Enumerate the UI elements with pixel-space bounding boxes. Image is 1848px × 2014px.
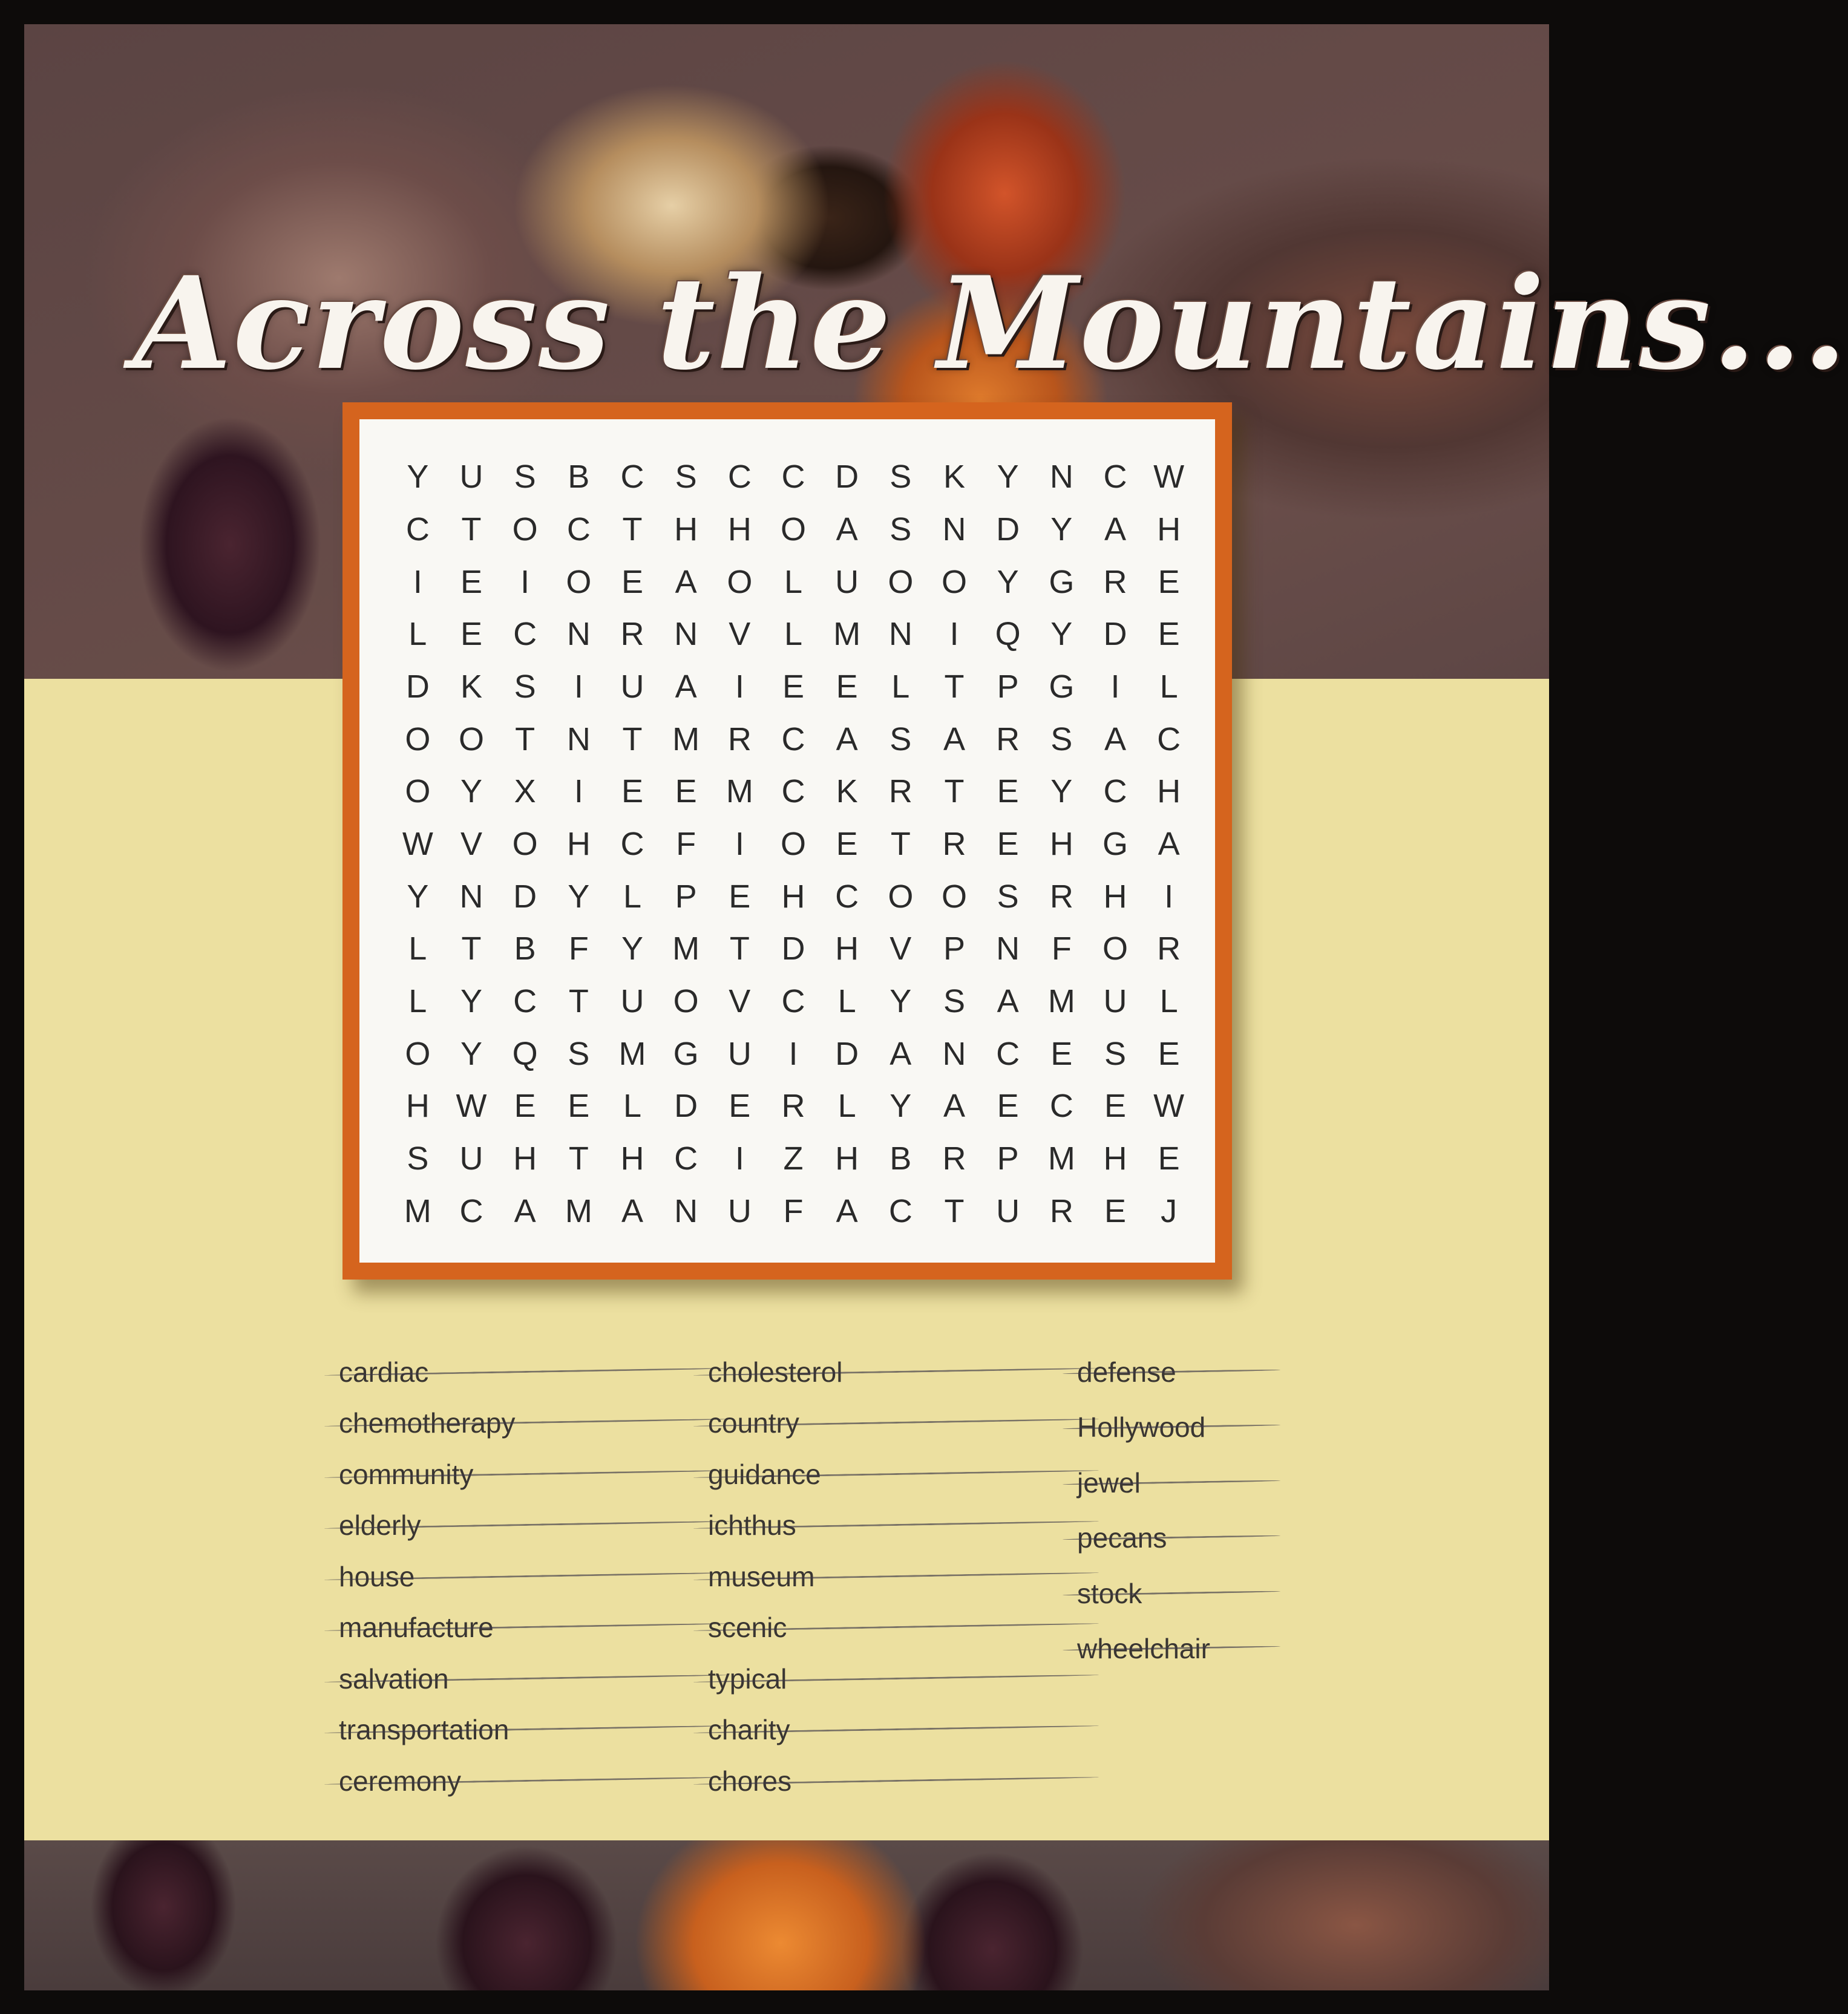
word-search-card	[359, 419, 1215, 1263]
grid-letter[interactable]: I	[574, 773, 583, 810]
grid-letter[interactable]: V	[460, 825, 482, 862]
word-list-item: defense	[1077, 1355, 1259, 1410]
grid-letter[interactable]: C	[1103, 773, 1127, 810]
grid-letter[interactable]: E	[460, 563, 482, 600]
grid-letter[interactable]: T	[944, 773, 965, 810]
grid-letter[interactable]: H	[835, 1140, 859, 1177]
grid-letter[interactable]: W	[402, 825, 433, 862]
grid-letter[interactable]: O	[941, 563, 967, 600]
grid-letter[interactable]: E	[729, 878, 751, 915]
grid-letter[interactable]: H	[620, 1140, 644, 1177]
grid-letter[interactable]: S	[407, 1140, 429, 1177]
grid-letter[interactable]: E	[1158, 1035, 1180, 1072]
grid-letter[interactable]: P	[997, 1140, 1019, 1177]
grid-letter[interactable]: E	[1158, 616, 1180, 653]
grid-letter[interactable]: M	[833, 616, 861, 653]
page-title: Across the Mountains...	[133, 249, 1848, 398]
grid-letter[interactable]: Y	[407, 459, 429, 495]
grid-letter[interactable]: U	[620, 668, 644, 705]
grid-letter[interactable]: I	[520, 563, 530, 600]
word-list-item: guidance	[708, 1457, 1077, 1508]
word-list-item: scenic	[708, 1610, 1077, 1661]
grid-letter[interactable]: K	[460, 668, 482, 705]
grid-letter[interactable]: D	[405, 668, 430, 705]
grid-letter[interactable]: E	[675, 773, 697, 810]
grid-letter[interactable]: C	[405, 511, 430, 548]
grid-letter[interactable]: T	[568, 1140, 589, 1177]
grid-letter[interactable]: E	[621, 563, 643, 600]
grid-letter[interactable]: S	[1050, 721, 1073, 757]
grid-letter[interactable]: I	[1164, 878, 1174, 915]
grid-letter[interactable]: Y	[997, 563, 1019, 600]
grid-letter[interactable]: G	[673, 1035, 699, 1072]
grid-letter[interactable]: S	[890, 459, 912, 495]
grid-letter[interactable]: P	[943, 930, 965, 967]
word-list-item: country	[708, 1406, 1077, 1457]
grid-letter[interactable]: S	[1104, 1035, 1126, 1072]
grid-letter[interactable]: V	[890, 930, 912, 967]
grid-letter[interactable]: Y	[460, 773, 482, 810]
word-list-item: jewel	[1077, 1466, 1259, 1521]
grid-letter[interactable]: C	[781, 773, 805, 810]
grid-letter[interactable]: M	[618, 1035, 646, 1072]
grid-letter[interactable]: D	[835, 1035, 859, 1072]
grid-letter[interactable]: W	[456, 1088, 487, 1125]
grid-letter[interactable]: L	[408, 616, 427, 653]
grid-letter[interactable]: R	[996, 721, 1020, 757]
grid-letter[interactable]: Y	[997, 459, 1019, 495]
grid-letter[interactable]: S	[890, 511, 912, 548]
grid-letter[interactable]: N	[996, 930, 1020, 967]
grid-letter[interactable]: T	[568, 982, 589, 1019]
grid-letter[interactable]: J	[1161, 1192, 1178, 1229]
word-search-grid[interactable]	[391, 451, 1196, 1237]
grid-letter[interactable]: E	[836, 825, 858, 862]
grid-letter[interactable]: C	[835, 878, 859, 915]
grid-letter[interactable]: D	[781, 930, 805, 967]
grid-letter[interactable]: U	[459, 1140, 483, 1177]
word-list-item: elderly	[339, 1508, 708, 1559]
grid-letter[interactable]: E	[782, 668, 804, 705]
grid-letter[interactable]: E	[997, 773, 1019, 810]
grid-letter[interactable]: L	[408, 930, 427, 967]
grid-letter[interactable]: M	[672, 721, 700, 757]
grid-letter[interactable]: A	[1158, 825, 1180, 862]
word-list-item: wheelchair	[1077, 1632, 1259, 1687]
grid-letter[interactable]: F	[676, 825, 696, 862]
grid-letter[interactable]: G	[1102, 825, 1128, 862]
grid-letter[interactable]: D	[513, 878, 537, 915]
grid-letter[interactable]: U	[459, 459, 483, 495]
grid-letter[interactable]: T	[890, 825, 911, 862]
grid-letter[interactable]: I	[735, 1140, 744, 1177]
word-list	[339, 1355, 1259, 1815]
grid-letter[interactable]: O	[512, 825, 538, 862]
grid-letter[interactable]: N	[459, 878, 483, 915]
grid-letter[interactable]: Y	[1050, 773, 1073, 810]
word-list-item: charity	[708, 1713, 1077, 1764]
grid-letter[interactable]: L	[408, 982, 427, 1019]
grid-letter[interactable]: I	[788, 1035, 798, 1072]
grid-letter[interactable]: T	[729, 930, 750, 967]
grid-letter[interactable]: Y	[1050, 511, 1073, 548]
grid-letter[interactable]: H	[1049, 825, 1073, 862]
grid-letter[interactable]: Y	[407, 878, 429, 915]
grid-letter[interactable]: O	[405, 721, 431, 757]
grid-letter[interactable]: Y	[621, 930, 643, 967]
word-list-item: cardiac	[339, 1355, 708, 1406]
grid-letter[interactable]: H	[727, 511, 752, 548]
grid-letter[interactable]: A	[514, 1192, 536, 1229]
word-list-item: chores	[708, 1764, 1077, 1815]
grid-letter[interactable]: E	[1158, 563, 1180, 600]
grid-letter[interactable]: D	[674, 1088, 698, 1125]
word-list-item: manufacture	[339, 1610, 708, 1661]
grid-letter[interactable]: O	[458, 721, 484, 757]
grid-letter[interactable]: T	[622, 721, 643, 757]
grid-letter[interactable]: T	[944, 1192, 965, 1229]
grid-letter[interactable]: N	[942, 1035, 966, 1072]
grid-letter[interactable]: E	[836, 668, 858, 705]
word-list-item: pecans	[1077, 1521, 1259, 1576]
grid-letter[interactable]: H	[781, 878, 805, 915]
grid-letter[interactable]: C	[620, 825, 644, 862]
grid-letter[interactable]: T	[461, 511, 482, 548]
grid-letter[interactable]: G	[1049, 563, 1075, 600]
grid-letter[interactable]: L	[891, 668, 910, 705]
grid-letter[interactable]: R	[942, 1140, 966, 1177]
grid-letter[interactable]: U	[996, 1192, 1020, 1229]
grid-letter[interactable]: L	[623, 878, 642, 915]
word-list-item: Hollywood	[1077, 1410, 1259, 1465]
grid-letter[interactable]: Y	[1050, 616, 1073, 653]
grid-letter[interactable]: R	[620, 616, 644, 653]
grid-letter[interactable]: I	[735, 825, 744, 862]
grid-letter[interactable]: C	[727, 459, 752, 495]
grid-letter[interactable]: R	[942, 825, 966, 862]
grid-letter[interactable]: B	[514, 930, 536, 967]
grid-letter[interactable]: S	[514, 459, 536, 495]
grid-letter[interactable]: P	[997, 668, 1019, 705]
grid-letter[interactable]: N	[942, 511, 966, 548]
grid-letter[interactable]: C	[459, 1192, 483, 1229]
grid-letter[interactable]: S	[675, 459, 697, 495]
grid-letter[interactable]: F	[1051, 930, 1072, 967]
grid-letter[interactable]: N	[1049, 459, 1073, 495]
grid-letter[interactable]: A	[621, 1192, 643, 1229]
grid-letter[interactable]: O	[780, 825, 806, 862]
grid-letter[interactable]: C	[513, 616, 537, 653]
grid-letter[interactable]: O	[673, 982, 699, 1019]
grid-letter[interactable]: L	[784, 616, 803, 653]
word-list-item: ceremony	[339, 1764, 708, 1815]
grid-letter[interactable]: R	[1049, 878, 1073, 915]
grid-letter[interactable]: L	[837, 1088, 856, 1125]
grid-letter[interactable]: B	[890, 1140, 912, 1177]
grid-letter[interactable]: E	[514, 1088, 536, 1125]
grid-letter[interactable]: F	[783, 1192, 804, 1229]
grid-letter[interactable]: L	[837, 982, 856, 1019]
grid-letter[interactable]: A	[836, 1192, 858, 1229]
puzzle-page	[24, 24, 1848, 1990]
grid-letter[interactable]: I	[413, 563, 422, 600]
grid-letter[interactable]: B	[568, 459, 590, 495]
grid-letter[interactable]: M	[1047, 1140, 1075, 1177]
grid-letter[interactable]: M	[672, 930, 700, 967]
grid-letter[interactable]: K	[836, 773, 858, 810]
grid-letter[interactable]: Z	[783, 1140, 804, 1177]
grid-letter[interactable]: O	[780, 511, 806, 548]
grid-letter[interactable]: D	[1103, 616, 1127, 653]
word-list-item: ichthus	[708, 1508, 1077, 1559]
grid-letter[interactable]: E	[621, 773, 643, 810]
word-list-item: salvation	[339, 1662, 708, 1713]
grid-letter[interactable]: A	[890, 1035, 912, 1072]
grid-letter[interactable]: R	[781, 1088, 805, 1125]
grid-letter[interactable]: O	[405, 1035, 431, 1072]
grid-letter[interactable]: O	[566, 563, 592, 600]
grid-letter[interactable]: H	[1103, 878, 1127, 915]
grid-letter[interactable]: C	[888, 1192, 913, 1229]
grid-letter[interactable]: N	[674, 616, 698, 653]
grid-letter[interactable]: U	[727, 1035, 752, 1072]
grid-letter[interactable]: U	[620, 982, 644, 1019]
grid-letter[interactable]: U	[1103, 982, 1127, 1019]
grid-letter[interactable]: O	[888, 563, 914, 600]
grid-letter[interactable]: D	[835, 459, 859, 495]
grid-letter[interactable]: C	[781, 982, 805, 1019]
word-list-item: transportation	[339, 1713, 708, 1764]
grid-letter[interactable]: V	[729, 616, 751, 653]
grid-letter[interactable]: C	[1157, 721, 1181, 757]
grid-letter[interactable]: C	[1103, 459, 1127, 495]
grid-letter[interactable]: A	[1104, 721, 1126, 757]
grid-letter[interactable]: N	[888, 616, 913, 653]
grid-letter[interactable]: S	[568, 1035, 590, 1072]
word-list-item: house	[339, 1560, 708, 1610]
grid-letter[interactable]: H	[835, 930, 859, 967]
grid-letter[interactable]: C	[513, 982, 537, 1019]
grid-letter[interactable]: R	[1049, 1192, 1073, 1229]
word-list-item: stock	[1077, 1577, 1259, 1632]
grid-letter[interactable]: N	[566, 721, 591, 757]
grid-letter[interactable]: O	[512, 511, 538, 548]
grid-letter[interactable]: E	[1104, 1192, 1126, 1229]
grid-letter[interactable]: H	[1157, 773, 1181, 810]
grid-letter[interactable]: A	[836, 721, 858, 757]
grid-letter[interactable]: I	[1110, 668, 1120, 705]
grid-letter[interactable]: I	[735, 668, 744, 705]
grid-letter[interactable]: A	[675, 668, 697, 705]
grid-letter[interactable]: I	[574, 668, 583, 705]
grid-letter[interactable]: O	[888, 878, 914, 915]
grid-letter[interactable]: C	[996, 1035, 1020, 1072]
grid-letter[interactable]: S	[890, 721, 912, 757]
grid-letter[interactable]: A	[836, 511, 858, 548]
grid-letter[interactable]: H	[513, 1140, 537, 1177]
grid-letter[interactable]: Q	[512, 1035, 538, 1072]
grid-letter[interactable]: L	[1159, 668, 1178, 705]
grid-letter[interactable]: S	[943, 982, 965, 1019]
word-column-3	[1077, 1355, 1259, 1815]
grid-letter[interactable]: A	[1104, 511, 1126, 548]
grid-letter[interactable]: Y	[460, 1035, 482, 1072]
grid-letter[interactable]: E	[1104, 1088, 1126, 1125]
word-list-item: chemotherapy	[339, 1406, 708, 1457]
grid-letter[interactable]: Y	[890, 982, 912, 1019]
grid-letter[interactable]: W	[1153, 1088, 1185, 1125]
grid-letter[interactable]: T	[944, 668, 965, 705]
grid-letter[interactable]: R	[1157, 930, 1181, 967]
grid-letter[interactable]: H	[1157, 511, 1181, 548]
word-column-1	[339, 1355, 708, 1815]
grid-letter[interactable]: Y	[568, 878, 590, 915]
grid-letter[interactable]: E	[1050, 1035, 1073, 1072]
grid-letter[interactable]: A	[997, 982, 1019, 1019]
grid-letter[interactable]: V	[729, 982, 751, 1019]
grid-letter[interactable]: U	[727, 1192, 752, 1229]
word-list-item: community	[339, 1457, 708, 1508]
grid-letter[interactable]: R	[888, 773, 913, 810]
grid-letter[interactable]: E	[997, 1088, 1019, 1125]
grid-letter[interactable]: E	[729, 1088, 751, 1125]
grid-letter[interactable]: U	[835, 563, 859, 600]
grid-letter[interactable]: A	[675, 563, 697, 600]
grid-letter[interactable]: E	[1158, 1140, 1180, 1177]
grid-letter[interactable]: L	[623, 1088, 642, 1125]
grid-letter[interactable]: M	[1047, 982, 1075, 1019]
grid-letter[interactable]: O	[405, 773, 431, 810]
grid-letter[interactable]: P	[675, 878, 697, 915]
word-list-item: museum	[708, 1560, 1077, 1610]
grid-letter[interactable]: M	[726, 773, 753, 810]
grid-letter[interactable]: O	[941, 878, 967, 915]
grid-letter[interactable]: L	[784, 563, 803, 600]
grid-letter[interactable]: T	[515, 721, 536, 757]
grid-letter[interactable]: K	[943, 459, 965, 495]
word-column-2	[708, 1355, 1077, 1815]
grid-letter[interactable]: N	[566, 616, 591, 653]
grid-letter[interactable]: C	[566, 511, 591, 548]
grid-letter[interactable]: F	[568, 930, 589, 967]
grid-letter[interactable]: W	[1153, 459, 1185, 495]
grid-letter[interactable]: E	[460, 616, 482, 653]
grid-letter[interactable]: H	[405, 1088, 430, 1125]
grid-letter[interactable]: O	[727, 563, 753, 600]
grid-letter[interactable]: R	[727, 721, 752, 757]
grid-letter[interactable]: A	[943, 1088, 965, 1125]
grid-letter[interactable]: E	[997, 825, 1019, 862]
grid-letter[interactable]: X	[514, 773, 536, 810]
grid-letter[interactable]: T	[461, 930, 482, 967]
grid-letter[interactable]: C	[781, 459, 805, 495]
grid-letter[interactable]: N	[674, 1192, 698, 1229]
grid-letter[interactable]: D	[996, 511, 1020, 548]
grid-letter[interactable]: S	[997, 878, 1019, 915]
grid-letter[interactable]: C	[674, 1140, 698, 1177]
harvest-photo-footer	[24, 1840, 1549, 1990]
grid-letter[interactable]: M	[404, 1192, 431, 1229]
grid-letter[interactable]: S	[514, 668, 536, 705]
grid-letter[interactable]: C	[1049, 1088, 1073, 1125]
grid-letter[interactable]: A	[943, 721, 965, 757]
grid-letter[interactable]: R	[1103, 563, 1127, 600]
grid-letter[interactable]: E	[568, 1088, 590, 1125]
grid-letter[interactable]: C	[620, 459, 644, 495]
grid-letter[interactable]: Y	[460, 982, 482, 1019]
word-list-item: typical	[708, 1662, 1077, 1713]
grid-letter[interactable]: Q	[995, 616, 1021, 653]
grid-letter[interactable]: H	[674, 511, 698, 548]
grid-letter[interactable]: T	[622, 511, 643, 548]
grid-letter[interactable]: G	[1049, 668, 1075, 705]
grid-letter[interactable]: Y	[890, 1088, 912, 1125]
grid-letter[interactable]: C	[781, 721, 805, 757]
grid-letter[interactable]: O	[1102, 930, 1128, 967]
grid-letter[interactable]: M	[565, 1192, 592, 1229]
puzzle-frame	[342, 402, 1232, 1280]
grid-letter[interactable]: I	[949, 616, 959, 653]
grid-letter[interactable]: L	[1159, 982, 1178, 1019]
word-list-item: cholesterol	[708, 1355, 1077, 1406]
grid-letter[interactable]: H	[1103, 1140, 1127, 1177]
grid-letter[interactable]: H	[566, 825, 591, 862]
